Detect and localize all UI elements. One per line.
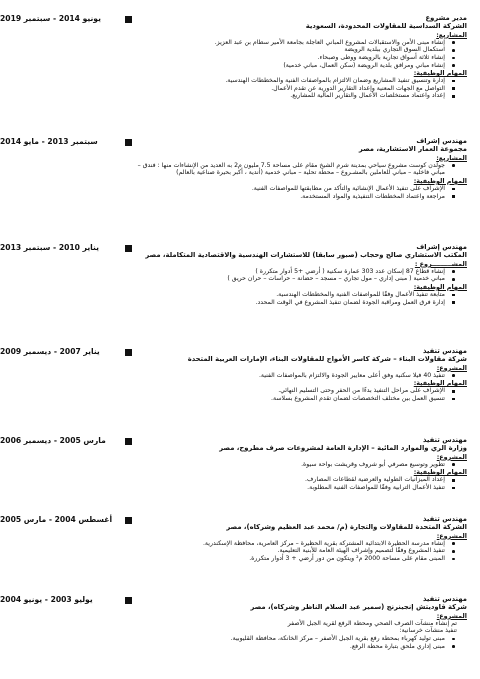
job-content [137,347,467,403]
job-title: مهندس تنفيذ [422,515,467,523]
bullet-square-icon [125,139,132,146]
list-item: متابعة تنفيذ الأعمال وفقًا للمواصفات الفنية والمخططات الهندسية. [137,291,445,299]
bullet-square-icon [125,438,132,445]
list-item: إنشاء ثلاثة أسواق تجارية بالرويضة ووطى وصبحاء. [137,54,445,62]
job-company: مجموعة العمار الاستشارية، مصر [358,145,467,154]
project-list [137,635,467,650]
project-list [137,268,467,283]
job-title: مهندس تنفيذ [422,595,467,603]
job-title: مهندس تنفيذ [422,347,467,355]
bullet-square-icon [125,597,132,604]
list-item: مباني خدمية ( مبنى إداري – مول تجاري – مسجد – حضانة – حراسات – حران حريق ) [137,275,445,283]
list-item: تنفيذ 40 فيلا سكنية وفق أعلى معايير الجودة والالتزام بالمواصفات الفنية. [137,372,445,380]
bullet-square-icon [125,245,132,252]
job-company: الشركة السداسية للمقاولات المحدودة، السعودية [305,22,467,31]
section-heading: المشاريع: [436,30,467,39]
project-list [137,372,467,380]
job-period: سبتمبر 2013 - مايو 2014 [0,137,98,146]
job-period: يناير 2007 - ديسمبر 2009 [0,347,100,356]
list-item: تطوير وتوسيع مصرفي أبو شروف وقريشت بواحة سيوة. [137,461,445,469]
list-item: إنشاء مباني ومرافق بلدية الرويضة (سكن العمال، مباني خدمية) [137,62,445,70]
job-title: مهندس تنفيذ [422,436,467,444]
duties-list [137,291,467,306]
job-company: شركة مقاولات البناء – شركة كاسر الأمواج للمقاولات البناء، الإمارات العربية المتحدة [187,355,467,364]
job-period: يوليو 2003 - يونيو 2004 [0,595,93,604]
section-heading: المهام الوظيفية: [413,69,467,78]
list-item: إنشاء قطاع 87 إسكان عدد 303 عمارة سكنية ( أرضي +5 أدوار متكررة ) [137,268,445,276]
bullet-square-icon [125,517,132,524]
duties-list [137,77,467,100]
list-item: تنفيذ المشروع وفقًا لتصميم وإشراف الهيئة العامة للأبنية التعليمية. [137,547,445,555]
project-list [137,162,467,177]
list-item: تنفيذ الأعمال الترابية وفقًا للمواصفات الفنية المطلوبة. [137,484,445,492]
duties-list [137,185,467,200]
section-heading: المشـــــــــروع : [414,259,467,268]
section-heading: المهام الوظيفية: [413,177,467,185]
job-content [137,14,467,100]
list-item: مبنى إداري ملحق بتبارة محطة الرفع. [137,643,445,651]
list-item: التواصل مع الجهات المعنية وإعداد التقارير الدورية عن تقدم الأعمال. [137,85,445,93]
list-item: إنشاء مدرسة الحظيرة الابتدائية المشتركة بقرية الحظيرة – مركز العامرية، محافظة الإسكندرية. [137,540,445,548]
job-period: مارس 2005 - ديسمبر 2006 [0,436,106,445]
job-company: الشركة المتحدة للمقاولات والتجارة (م/ محمد عبد العظيم وشركاه)، مصر [226,523,467,532]
duties-list [137,476,467,491]
section-heading: المشروع: [436,611,467,620]
project-list [137,461,467,469]
section-heading: المشروع: [436,531,467,540]
list-item: الإشراف على مراحل التنفيذ بدءًا من الحفر وحتى التسليم النهائي. [137,387,445,395]
list-item: مراجعة واعتماد المخططات التنفيذية والمواد المستخدمة. [137,193,445,201]
list-item: إدارة وتنسيق تنفيذ المشاريع وضمان الالتزام بالمواصفات الفنية والمخططات الهندسية. [137,77,445,85]
duties-list [137,387,467,402]
list-item: إعداد الميزانيات الطولية والعرضية لقطاعات المصارف. [137,476,445,484]
list-item: تنسيق العمل بين مختلف التخصصات لضمان تقدم المشروع بسلاسة. [137,395,445,403]
list-item: إعداد واعتماد مستخلصات الأعمال والتقارير المالية للمشاريع. [137,92,445,100]
project-list [137,540,467,563]
job-content [137,436,467,492]
list-item: مبنى توليد كهرباء بمحطة رفع بقرية الجبل الأصفر – مركز الخانكة، محافظة القليوبية. [137,635,445,643]
job-title: مدير مشروع [425,14,467,22]
section-heading: المشروع: [436,452,467,461]
job-content [137,515,467,563]
job-title: مهندس إشراف [416,137,467,145]
job-title: مهندس إشراف [416,243,467,251]
job-content [137,243,467,306]
project-list [137,39,467,69]
job-period: يونيو 2014 - سبتمبر 2019 [0,14,101,23]
job-period: أغسطس 2004 - مارس 2005 [0,515,113,524]
bullet-square-icon [125,16,132,23]
job-content [137,595,467,650]
job-company: وزارة الري والموارد المائية – الإدارة العامة لمشروعات صرف مطروح، مصر [219,444,467,453]
section-heading: المشاريع: [436,153,467,162]
list-item: استكمال السوق التجاري ببلدية الرويضة [137,46,445,54]
job-period: يناير 2010 - سبتمبر 2013 [0,243,99,252]
list-item: جولدن كوست مشروع سياحي بمدينة شرم الشيخ مقام على مساحة 7.5 مليون م2 به العديد من الإنشاءات منها : فندق – مباني فاخلية – مباني للعاملين بالمشـروع – محطة تحلية – مباني خدمية (أندية ، أكبر بحيرة صناعية بالعالم) [137,161,445,177]
list-item: الإشراف على تنفيذ الأعمال الإنشائية والتأكد من مطابقتها للمواصفات الفنية. [137,185,445,193]
job-company: شركة قاوديتش إنجينرنج (سمير عبد السلام الناظر وشركاه)، مصر [250,603,467,612]
list-item: المبنى مقام على مساحة 2000 م² ويتكون من دور أرضي + 3 أدوار متكررة. [137,555,445,563]
section-heading: المهام الوظيفية: [413,468,467,477]
list-item: إنشاء مبنى الأمن والاستقبالات لمشروع المباني العاجلة بجامعة الأمير سطام بن عبد العزيز. [137,39,445,47]
section-heading: المهام الوظيفية: [413,283,467,291]
list-item: إدارة فرق العمل ومراقبة الجودة لضمان تنفيذ المشروع في الوقت المحدد. [137,299,445,307]
section-heading: المشروع: [436,363,467,372]
project-note: تنفيذ منشآت خرسانية: [399,627,457,635]
job-content [137,137,467,200]
project-description: تم إنشاء منشآت الصرف الصحي ومحطة الرفع لقرية الجبل الأصفر [287,619,457,627]
bullet-square-icon [125,349,132,356]
job-company: المكتب الاستشاري صالح وحجاب (صبور سابقا) للاستشارات الهندسية والاقتصادية المتكاملة، مصر [145,251,467,260]
section-heading: المهام الوظيفية: [413,379,467,388]
